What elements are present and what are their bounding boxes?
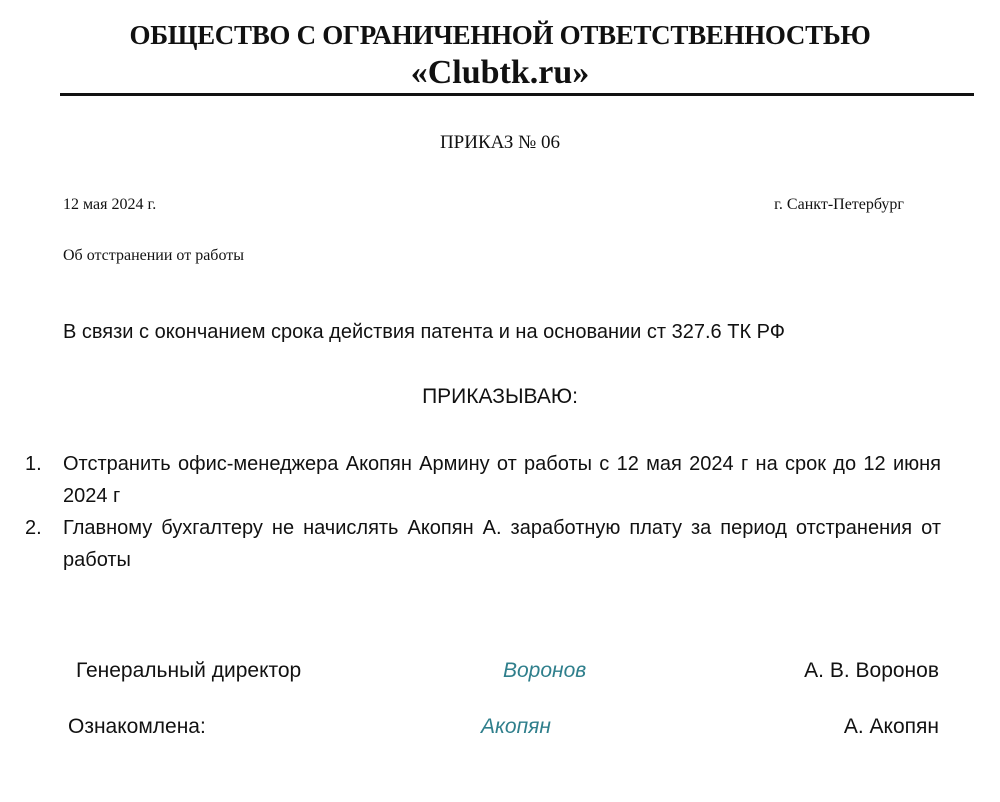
director-name: А. В. Воронов <box>804 659 939 682</box>
header-divider <box>60 93 974 96</box>
order-preamble: В связи с окончанием срока действия патента и на основании ст 327.6 ТК РФ <box>63 321 785 343</box>
order-item <box>25 448 941 512</box>
order-item <box>25 512 941 576</box>
organization-name: ОБЩЕСТВО С ОГРАНИЧЕННОЙ ОТВЕТСТВЕННОСТЬЮ <box>129 20 871 50</box>
order-title: ПРИКАЗ № 06 <box>439 132 561 153</box>
order-item-number: 2. <box>25 517 42 539</box>
order-item-text: Главному бухгалтеру не начислять Акопян А. заработную плату за период отстранения от работы <box>63 517 941 571</box>
acknowledged-role: Ознакомлена: <box>68 715 206 738</box>
order-items-list <box>25 448 941 576</box>
order-item-number: 1. <box>25 453 42 475</box>
order-item-text: Отстранить офис-менеджера Акопян Армину от работы с 12 мая 2024 г на срок до 12 июня 2024 г <box>63 453 941 507</box>
order-city: г. Санкт-Петербург <box>774 196 904 213</box>
order-subject: Об отстранении от работы <box>63 247 244 264</box>
order-directive: ПРИКАЗЫВАЮ: <box>422 385 578 408</box>
employee-signature: Акопян <box>481 715 551 738</box>
organization-brand: «Clubtk.ru» <box>410 54 590 91</box>
employee-name: А. Акопян <box>843 715 939 738</box>
director-role: Генеральный директор <box>76 659 302 682</box>
order-date: 12 мая 2024 г. <box>63 196 157 213</box>
director-signature: Воронов <box>503 659 587 682</box>
